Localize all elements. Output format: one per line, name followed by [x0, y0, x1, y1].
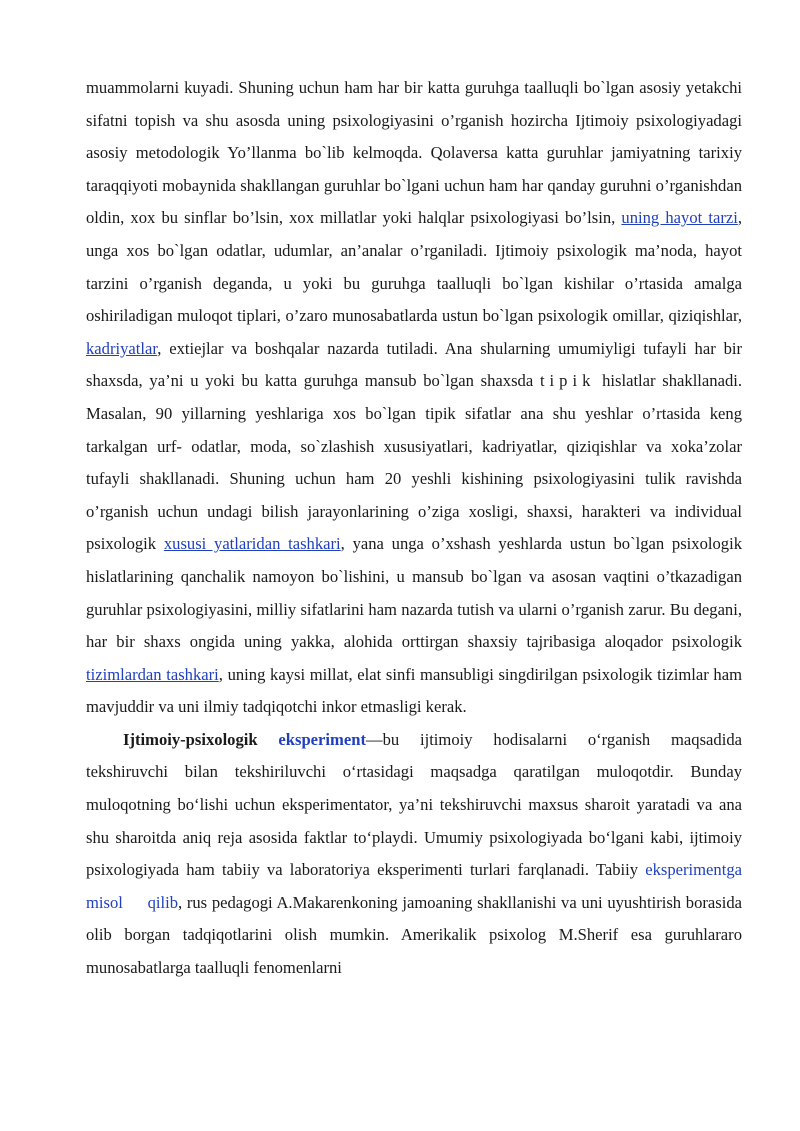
text-run: , uning kaysi millat, elat sinfi mansubligi singdirilgan psixologik tizimlar ham mavjuddir va uni ilmiy tadqiqotchi inkor etmasligi kerak. [86, 664, 742, 717]
text-run: hislatlar shakllanadi. Masalan, 90 yillarning yeshlariga xos bo`lgan tipik sifatlar ana shu yeshlar o’rtasida keng tarkalgan urf- odatlar, moda, so`zlashish xususiyatlari, kadriyatlar, qiziqishlar va xoka’zolar tufayli shakllanadi. Shuning uchun ham 20 yeshli kishining psixologiyasini tulik ravishda o’rganish uchun undagi bilish jarayonlarining o’ziga xosligi, shaxsi, harakteri va individual psixologik [86, 371, 743, 554]
link-xususiyatlaridan-tashkari[interactable]: xususi yatlaridan tashkari [163, 534, 341, 554]
link-uning-hayot-tarzi[interactable]: uning hayot tarzi [621, 208, 738, 228]
bold-term: Ijtimoiy-psixologik [123, 729, 279, 749]
text-run: , extiejlar va boshqalar nazarda tutiladi. Ana shularning umumiyligi tufayli har bir shaxsda, ya’ni u yoki bu katta guruhga mansub bo`lgan shaxsda [86, 338, 742, 391]
paragraph-1 [86, 72, 742, 724]
link-eksperimentga-misol-qilib[interactable]: eksperimentga misol qilib [86, 860, 742, 912]
link-kadriyatlar[interactable]: kadriyatlar [86, 338, 158, 358]
text-run: , rus pedagogi A.Makarenkoning jamoaning shakllanishi va uni uyushtirish borasida olib borgan tadqiqotlarini olish mumkin. Amerikalik psixolog M.Sherif esa guruhlararo munosabatlarga taalluqli fenomenlarni [86, 892, 742, 978]
text-run: —bu ijtimoiy hodisalarni o‘rganish maqsadida tekshiruvchi bilan tekshiriluvchi o‘rtasidagi maqsadga qaratilgan muloqotdir. Bunday muloqotning bo‘lishi uchun eksperimentator, ya’ni tekshiruvchi maxsus sharoit yaratadi va ana shu sharoitda aniq reja asosida faktlar to‘playdi. Umumiy psixologiyada bo‘lgani kabi, ijtimoiy psixologiyada ham tabiiy va laboratoriya eksperimenti turlari farqlanadi. Tabiiy [86, 729, 742, 880]
spaced-word: tipik [539, 371, 596, 391]
paragraph-2 [86, 724, 742, 985]
body-text [86, 72, 742, 985]
link-tizimlardan-tashkari[interactable]: tizimlardan tashkari [86, 664, 219, 684]
text-run: , yana unga o’xshash yeshlarda ustun bo`lgan psixologik hislatlarining qanchalik namoyon bo`lishini, u mansub bo`lgan va asosan vaqtini o’tkazadigan guruhlar psixologiyasini, milliy sifatlarini ham nazarda tutish va ularni o’rganish zarur. Bu degani, har bir shaxs ongida uning yakka, alohida orttirgan shaxsiy tajribasiga aloqador psixologik [86, 534, 743, 652]
text-run: , unga xos bo`lgan odatlar, udumlar, an’analar o’rganiladi. Ijtimoiy psixologik ma’noda, hayot tarzini o’rganish deganda, u yoki bu guruhga taalluqli bo`lgan kishilar o’rtasida amalga oshiriladigan muloqot tiplari, o’zaro munosabatlarda ustun bo`lgan psixologik omillar, qiziqishlar, [86, 208, 743, 326]
link-eksperiment[interactable]: eksperiment [278, 729, 366, 749]
text-run: muammolarni kuyadi. Shuning uchun ham har bir katta guruhga taalluqli bo`lgan asosiy yetakchi sifatni topish va shu asosda uning psixologiyasini o’rganish hozircha Ijtimoiy psixologiyadagi asosiy metodologik Yo’llanma bo`lib kelmoqda. Qolaversa katta guruhlar jamiyatning tarixiy taraqqiyoti mobaynida shakllangan guruhlar bo`lgani uchun ham har qanday guruhni o’rganishdan oldin, xox bu sinflar bo’lsin, xox millatlar yoki halqlar psixologiyasi bo’lsin, [86, 78, 742, 228]
